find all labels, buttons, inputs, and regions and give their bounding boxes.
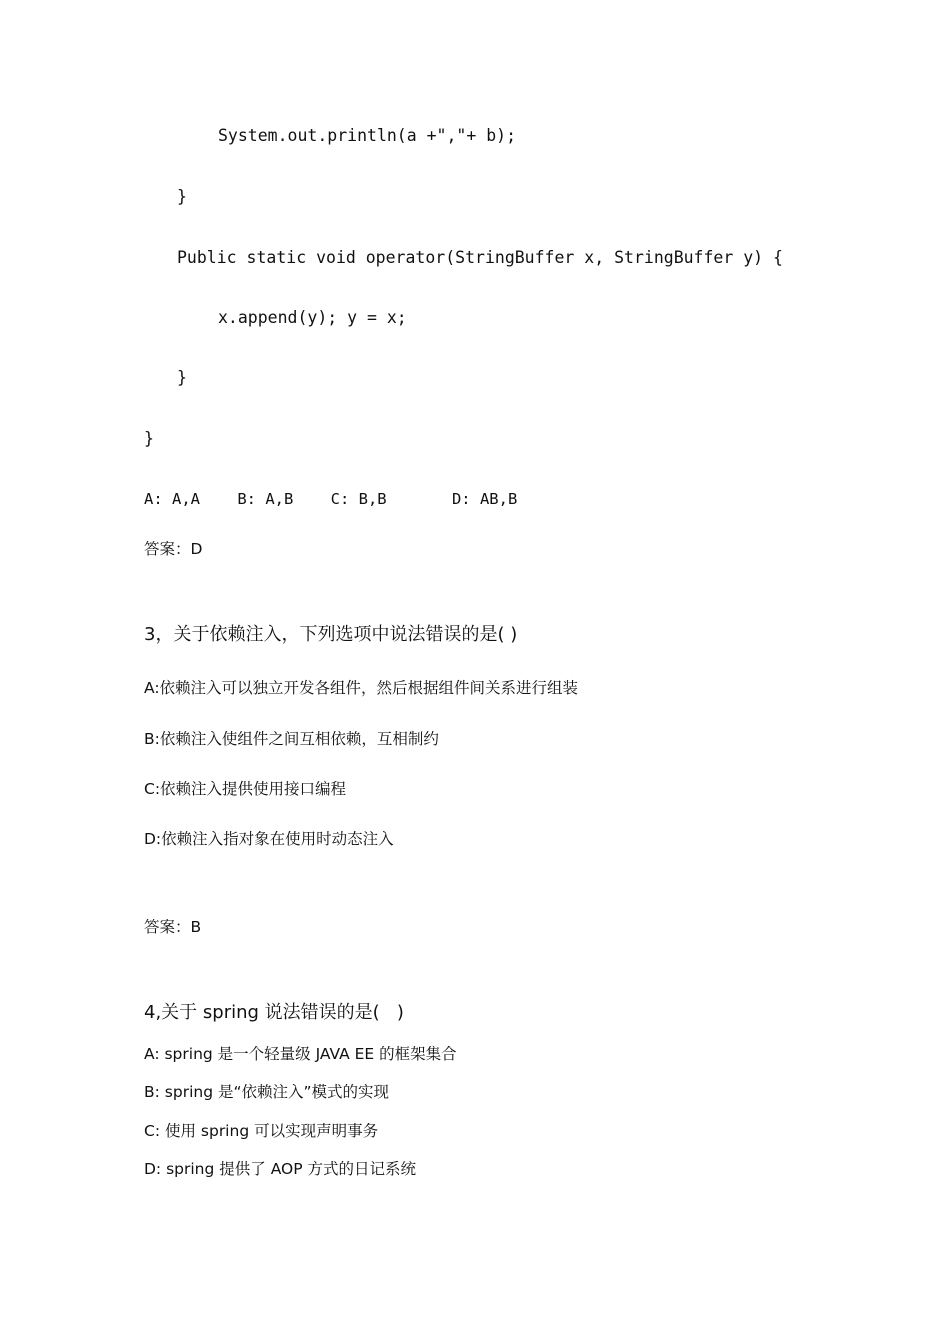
q3-option-b: B:依赖注入使组件之间互相依赖，互相制约 — [144, 730, 439, 748]
q3-option-c: C:依赖注入提供使用接口编程 — [144, 780, 347, 798]
q3-answer: 答案：B — [144, 918, 202, 936]
q3-question: 3，关于依赖注入，下列选项中说法错误的是( ) — [144, 624, 518, 645]
q4-option-a: A: spring 是一个轻量级 JAVA EE 的框架集合 — [144, 1045, 457, 1063]
code-close-brace-class: } — [144, 429, 154, 448]
q4-option-d: D: spring 提供了 AOP 方式的日记系统 — [144, 1160, 417, 1178]
q3-option-a: A:依赖注入可以独立开发各组件，然后根据组件间关系进行组装 — [144, 679, 579, 697]
q4-option-b: B: spring 是“依赖注入”模式的实现 — [144, 1083, 390, 1101]
code-line-println: System.out.println(a +","+ b); — [218, 126, 517, 145]
code-method-body: x.append(y); y = x; — [218, 308, 407, 327]
code-close-brace-main: } — [177, 187, 187, 206]
code-method-signature: Public static void operator(StringBuffer x, StringBuffer y) { — [177, 248, 783, 267]
q3-option-d: D:依赖注入指对象在使用时动态注入 — [144, 830, 394, 848]
q2-options: A: A,A B: A,B C: B,B D: AB,B — [144, 490, 518, 508]
q4-question: 4,关于 spring 说法错误的是( ) — [144, 1002, 404, 1023]
code-close-brace-method: } — [177, 368, 187, 387]
q2-answer: 答案：D — [144, 540, 203, 558]
q4-option-c: C: 使用 spring 可以实现声明事务 — [144, 1122, 379, 1140]
